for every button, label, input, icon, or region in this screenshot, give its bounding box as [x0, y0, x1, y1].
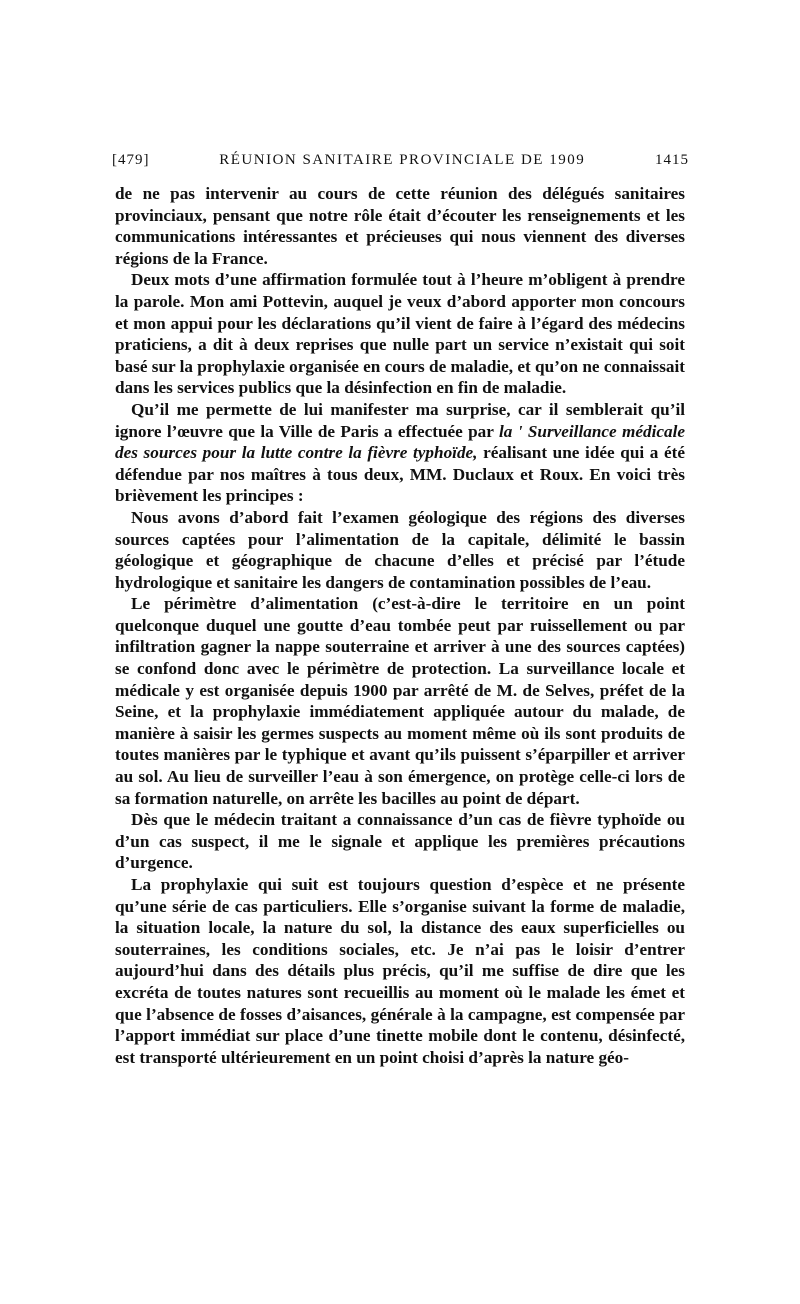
- italic-title: la ' Surveillance médicale des sources pour la lutte contre la fièvre typhoïde,: [115, 421, 685, 463]
- body-text: [115, 183, 685, 1068]
- paragraph: Dès que le médecin traitant a connaissance d’un cas de fièvre typhoïde ou d’un cas suspect, il me le signale et applique les premières précautions d’urgence.: [115, 810, 685, 873]
- paragraph: [115, 399, 685, 507]
- section-reference: [479]: [112, 152, 150, 168]
- paragraph: Nous avons d’abord fait l’examen géologique des régions des diverses sources captées pour l’alimentation de la capitale, délimité le bassin géologique et géographique de chacune d’elles et précisé par l’étude hydrologique et sanitaire les dangers de contamination possibles de l’eau.: [115, 507, 685, 592]
- paragraph: La prophylaxie qui suit est toujours question d’espèce et ne présente qu’une série de cas particuliers. Elle s’organise suivant la forme de maladie, la situation locale, la nature du sol, la distance des eaux superficielles ou souterraines, les conditions sociales, etc. Je n’ai pas le loisir d’entrer aujourd’hui dans des détails plus précis, qu’il me suffise de dire que les excréta de toutes natures sont recueillis au moment où le malade les émet et que l’absence de fosses d’aisances, générale à la campagne, est compensée par l’apport immédiat sur place d’une tinette mobile dont le contenu, désinfecté, est transporté ultérieurement en un point choisi d’après la nature géo-: [115, 875, 685, 1067]
- running-title: RÉUNION SANITAIRE PROVINCIALE DE 1909: [219, 152, 586, 168]
- paragraph: Le périmètre d’alimentation (c’est-à-dire le territoire en un point quelconque duquel une goutte d’eau tombée peut par ruissellement ou par infiltration gagner la nappe souterraine et arriver à une des sources captées) se confond donc avec le périmètre de protection. La surveillance locale et médicale y est organisée depuis 1900 par arrêté de M. de Selves, préfet de la Seine, et la prophylaxie immédiatement appliquée autour du malade, de manière à saisir les germes suspects au moment même où ils sont produits de toutes manières par le typhique et avant qu’ils puissent s’éparpiller et arriver au sol. Au lieu de surveiller l’eau à son émergence, on protège celle-ci lors de sa formation naturelle, on arrête les bacilles au point de départ.: [115, 594, 685, 808]
- book-page: [112, 152, 689, 1068]
- page-number: 1415: [654, 152, 689, 168]
- running-header: [112, 152, 689, 169]
- paragraph-text: Qu’il me permette de lui manifester ma surprise, car il semblerait qu’il ignore l’œuvre que la Ville de Paris a effectuée par: [115, 399, 685, 441]
- paragraph-text: réalisant une idée qui a été défendue par nos maîtres à tous deux, MM. Duclaux et Roux. En voici très brièvement les principes :: [115, 443, 685, 506]
- paragraph: de ne pas intervenir au cours de cette réunion des délégués sanitaires provinciaux, pensant que notre rôle était d’écouter les renseignements et les communications intéressantes et précieuses qui nous viennent des diverses régions de la France.: [115, 184, 685, 268]
- paragraph: Deux mots d’une affirmation formulée tout à l’heure m’obligent à prendre la parole. Mon ami Pottevin, auquel je veux d’abord apporter mon concours et mon appui pour les déclarations qu’il vient de faire à l’égard des médecins praticiens, a dit à deux reprises que nulle part un service n’existait qui soit basé sur la prophylaxie organisée en cours de maladie, et qu’on ne connaissait dans les services publics que la désinfection en fin de maladie.: [115, 270, 685, 398]
